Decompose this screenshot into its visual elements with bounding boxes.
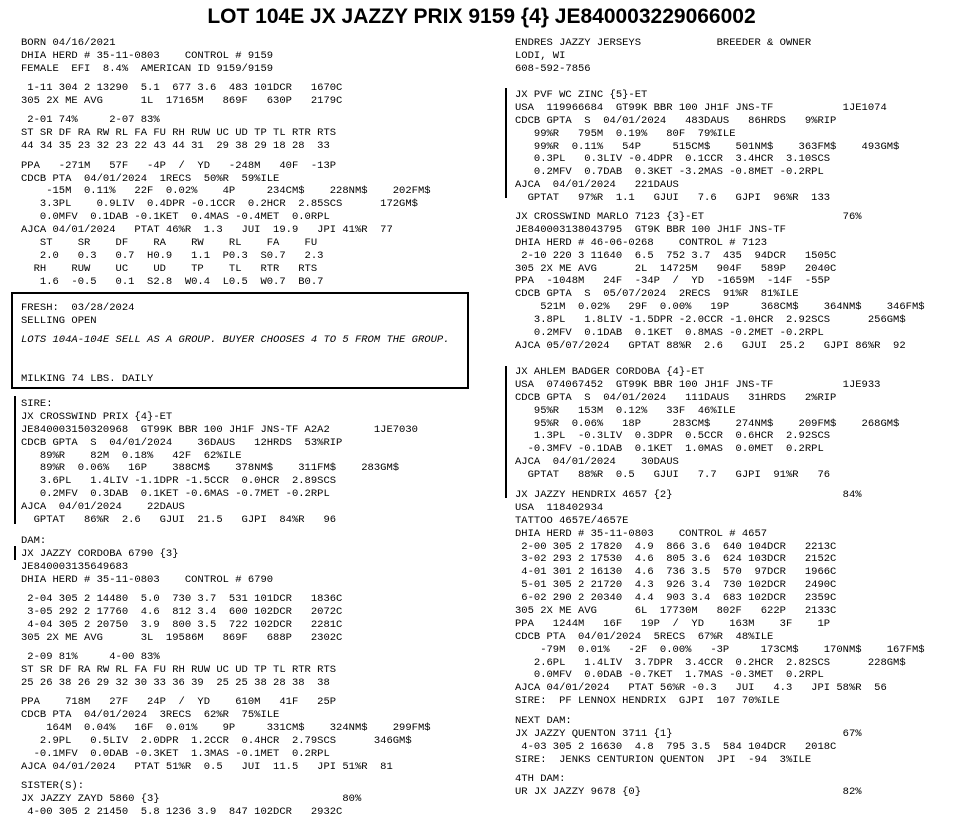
left-top-line: PPA -271M 57F -4P / YD -248M 40F -13P xyxy=(21,159,337,172)
dam-dam-line: 5-01 305 2 21720 4.3 926 3.4 730 102DCR 2490C xyxy=(515,579,837,592)
dam-dam-line: 3-02 293 2 17530 4.6 805 3.6 624 103DCR 2152C xyxy=(515,553,837,566)
next-dam-record xyxy=(515,715,862,767)
dam-dam-line: AJCA 04/01/2024 PTAT 56%R -0.3 JUI 4.3 JPI 58%R 56 xyxy=(515,682,887,695)
sire-line: JX CROSSWIND PRIX {4}-ET xyxy=(21,410,173,423)
dam-sire-line: 95%R 153M 0.12% 33F 46%ILE xyxy=(515,404,736,417)
left-top-line: 305 2X ME AVG 1L 17165M 869F 630P 2179C xyxy=(21,95,343,108)
group-sale-note: LOTS 104A-104E SELL AS A GROUP. BUYER CHOOSES 4 TO 5 FROM THE GROUP. xyxy=(21,334,450,346)
fourth-dam-line: 4TH DAM: xyxy=(515,773,566,785)
sire-dam-line: CDCB GPTA S 05/07/2024 2RECS 91%R 81%ILE xyxy=(515,288,799,301)
dam-line: -0.1MFV 0.0DAB -0.3KET 1.3MAS -0.1MET 0.2RPL xyxy=(21,747,330,760)
sire-dam-line: PPA -1048M 24F -34P / YD -1659M -14F -55P xyxy=(515,275,831,288)
left-top-line: CDCB PTA 04/01/2024 1RECS 50%R 59%ILE xyxy=(21,172,280,185)
dam-sire-line: 95%R 0.06% 18P 283CM$ 274NM$ 209FM$ 268GM$ xyxy=(515,417,900,430)
dam-sire-line: AJCA 04/01/2024 30DAUS xyxy=(515,456,679,469)
left-top-line: 2-01 74% 2-07 83% xyxy=(21,114,160,127)
sire-sire-record xyxy=(515,89,899,205)
dam-dam-line: 2-00 305 2 17820 4.9 866 3.6 640 104DCR 2213C xyxy=(515,540,837,553)
fresh-info-box xyxy=(11,292,469,389)
animal-record xyxy=(21,37,431,289)
left-top-line: ST SR DF RA RW RL FA FU xyxy=(21,236,318,249)
dam-line: 2-09 81% 4-00 83% xyxy=(21,651,160,664)
dam-line: AJCA 04/01/2024 PTAT 51%R 0.5 JUI 11.5 JPI 51%R 81 xyxy=(21,760,393,773)
sire-dam-line: JX CROSSWIND MARLO 7123 {3}-ET 76% xyxy=(515,211,862,223)
sire-line: CDCB GPTA S 04/01/2024 36DAUS 12HRDS 53%RIP xyxy=(21,436,343,449)
dam-dam-line: USA 118402934 xyxy=(515,501,604,514)
sire-dam-line: 305 2X ME AVG 2L 14725M 904F 589P 2040C xyxy=(515,262,837,275)
sire-sire-line: GPTAT 97%R 1.1 GJUI 7.6 GJPI 96%R 133 xyxy=(515,192,831,205)
dam-dam-line: 4-01 301 2 16130 4.6 736 3.5 570 97DCR 1966C xyxy=(515,566,837,579)
dam-dam-line: 2.6PL 1.4LIV 3.7DPR 3.4CCR 0.2HCR 2.82SCS 228GM$ xyxy=(515,656,906,669)
dam-sire-line: 1.3PL -0.3LIV 0.3DPR 0.5CCR 0.6HCR 2.92SCS xyxy=(515,430,831,443)
sire-line: 89%R 82M 0.18% 42F 62%ILE xyxy=(21,449,242,462)
dam-line: PPA 718M 27F 24P / YD 610M 41F 25P xyxy=(21,696,337,709)
dam-line: 2-04 305 2 14480 5.0 730 3.7 531 101DCR 1836C xyxy=(21,593,343,606)
left-top-line: FEMALE EFI 8.4% AMERICAN ID 9159/9159 xyxy=(21,62,274,75)
dam-dam-line: DHIA HERD # 35-11-0803 CONTROL # 4657 xyxy=(515,527,768,540)
sire-dam-line: AJCA 05/07/2024 GPTAT 88%R 2.6 GJUI 25.2 GJPI 86%R 92 xyxy=(515,339,906,352)
dam-dam-line: JX JAZZY HENDRIX 4657 {2} 84% xyxy=(515,489,862,501)
next-dam-line: SIRE: JENKS CENTURION QUENTON JPI -94 3%ILE xyxy=(515,753,812,766)
dam-line: ST SR DF RA RW RL FA FU RH RUW UC UD TP TL RTR RTS xyxy=(21,664,337,677)
sire-sire-line: 0.2MFV 0.7DAB 0.3KET -3.2MAS -0.8MET -0.2RPL xyxy=(515,166,824,179)
dam-divider xyxy=(14,546,16,560)
fourth-dam-line: UR JX JAZZY 9678 {0} 82% xyxy=(515,785,862,798)
sire-line: JE840003150320968 GT99K BBR 100 JH1F JNS-TF A2A2 1JE7030 xyxy=(21,423,418,436)
next-dam-line: NEXT DAM: xyxy=(515,715,572,727)
sire-sire-line: 99%R 0.11% 54P 515CM$ 501NM$ 363FM$ 493GM$ xyxy=(515,140,900,153)
left-top-line: 3.3PL 0.9LIV 0.4DPR -0.1CCR 0.2HCR 2.85SCS 172GM$ xyxy=(21,198,418,211)
sire-divider xyxy=(14,396,16,524)
dam-line: 3-05 292 2 17760 4.6 812 3.4 600 102DCR 2072C xyxy=(21,605,343,618)
dam-dam-line: 305 2X ME AVG 6L 17730M 802F 622P 2133C xyxy=(515,605,837,618)
sire-sire-line: CDCB GPTA S 04/01/2024 483DAUS 86HRDS 9%RIP xyxy=(515,114,837,127)
dam-sire-line: GPTAT 88%R 0.5 GJUI 7.7 GJPI 91%R 76 xyxy=(515,469,831,482)
sire-line: AJCA 04/01/2024 22DAUS xyxy=(21,501,185,514)
dam-dam-line: -79M 0.01% -2F 0.00% -3P 173CM$ 170NM$ 167FM$ xyxy=(515,643,925,656)
sire-record xyxy=(21,398,418,527)
dam-dam-line: 6-02 290 2 20340 4.4 903 3.4 683 102DCR 2359C xyxy=(515,592,837,605)
sire-sire-line: AJCA 04/01/2024 221DAUS xyxy=(515,179,679,192)
left-top-line: 2.0 0.3 0.7 H0.9 1.1 P0.3 S0.7 2.3 xyxy=(21,249,324,262)
dam-sire-line: CDCB GPTA S 04/01/2024 111DAUS 31HRDS 2%RIP xyxy=(515,391,837,404)
sire-dam-line: 2-10 220 3 11640 6.5 752 3.7 435 94DCR 1505C xyxy=(515,249,837,262)
fresh-date: FRESH: 03/28/2024 xyxy=(21,302,135,314)
dam-line: CDCB PTA 04/01/2024 3RECS 62%R 75%ILE xyxy=(21,709,280,722)
sire-dam-line: 3.8PL 1.8LIV -1.5DPR -2.0CCR -1.0HCR 2.92SCS 256GM$ xyxy=(515,314,906,327)
dam-line: 4-04 305 2 20750 3.9 800 3.5 722 102DCR 2281C xyxy=(21,618,343,631)
sire-line: 89%R 0.06% 16P 388CM$ 378NM$ 311FM$ 283GM$ xyxy=(21,462,400,475)
dam-dam-line: PPA 1244M 16F 19P / YD 163M 3F 1P xyxy=(515,617,831,630)
left-top-line: RH RUW UC UD TP TL RTR RTS xyxy=(21,262,318,275)
milking-note: MILKING 74 LBS. DAILY xyxy=(21,373,154,385)
left-top-line: ST SR DF RA RW RL FA FU RH RUW UC UD TP TL RTR RTS xyxy=(21,127,337,140)
sire-dam-line: 0.2MFV 0.1DAB 0.1KET 0.8MAS -0.2MET -0.2RPL xyxy=(515,327,824,340)
next-dam-line: JX JAZZY QUENTON 3711 {1} 67% xyxy=(515,727,862,740)
dam-line: JE840003135649683 xyxy=(21,560,129,573)
sire-line: 0.2MFV 0.3DAB 0.1KET -0.6MAS -0.7MET -0.2RPL xyxy=(21,488,330,501)
dam-record xyxy=(21,535,431,819)
breeder-line: LODI, WI xyxy=(515,49,566,62)
left-top-line: AJCA 04/01/2024 PTAT 46%R 1.3 JUI 19.9 JPI 41%R 77 xyxy=(21,224,393,237)
dam-dam-line: CDCB PTA 04/01/2024 5RECS 67%R 48%ILE xyxy=(515,630,774,643)
left-top-line: DHIA HERD # 35-11-0803 CONTROL # 9159 xyxy=(21,49,274,62)
page-title: LOT 104E JX JAZZY PRIX 9159 {4} JE840003229066002 xyxy=(207,5,756,28)
dam-dam-line: TATTOO 4657E/4657E xyxy=(515,514,629,527)
dam-line: DAM: xyxy=(21,535,47,547)
breeder-info xyxy=(515,37,811,76)
dam-dam-line: 0.0MFV 0.0DAB -0.7KET 1.7MAS -0.3MET 0.2RPL xyxy=(515,669,824,682)
dam-line: 164M 0.04% 16F 0.01% 9P 331CM$ 324NM$ 299FM$ xyxy=(21,722,431,735)
left-top-line: 44 34 35 23 32 23 22 43 44 31 29 38 29 18 28 33 xyxy=(21,140,330,153)
dam-line: SISTER(S): xyxy=(21,780,85,793)
sire-sire-line: USA 119966684 GT99K BBR 100 JH1F JNS-TF 1JE1074 xyxy=(515,101,887,114)
sire-dam-line: JE840003138043795 GT9K BBR 100 JH1F JNS-TF xyxy=(515,223,786,236)
fourth-dam-record xyxy=(515,773,862,799)
dam-line: 305 2X ME AVG 3L 19586M 869F 688P 2302C xyxy=(21,631,343,644)
dam-line: JX JAZZY CORDOBA 6790 {3} xyxy=(21,547,179,560)
dam-line: 25 26 38 26 29 32 30 33 36 39 25 25 38 28 38 38 xyxy=(21,676,330,689)
sire-sire-line: JX PVF WC ZINC {5}-ET xyxy=(515,89,648,101)
dam-dam-line: SIRE: PF LENNOX HENDRIX GJPI 107 70%ILE xyxy=(515,695,780,708)
dam-line: JX JAZZY ZAYD 5860 {3} 80% xyxy=(21,793,362,806)
sire-line: 3.6PL 1.4LIV -1.1DPR -1.5CCR 0.0HCR 2.89SCS xyxy=(21,475,337,488)
left-top-line: BORN 04/16/2021 xyxy=(21,37,116,49)
dam-sire-line: USA 074067452 GT99K BBR 100 JH1F JNS-TF 1JE933 xyxy=(515,378,881,391)
left-top-line: -15M 0.11% 22F 0.02% 4P 234CM$ 228NM$ 202FM$ xyxy=(21,185,431,198)
sire-line: SIRE: xyxy=(21,398,53,410)
dam-dam-record xyxy=(515,489,925,708)
dam-line: 2.9PL 0.5LIV 2.0DPR 1.2CCR 0.4HCR 2.79SCS 346GM$ xyxy=(21,734,412,747)
sire-dam-line: DHIA HERD # 46-06-0268 CONTROL # 7123 xyxy=(515,236,768,249)
breeder-line: 608-592-7856 xyxy=(515,62,591,75)
left-top-line: 1.6 -0.5 0.1 S2.8 W0.4 L0.5 W0.7 B0.7 xyxy=(21,275,324,288)
dam-line: DHIA HERD # 35-11-0803 CONTROL # 6790 xyxy=(21,573,274,586)
breeder-line: ENDRES JAZZY JERSEYS BREEDER & OWNER xyxy=(515,37,812,49)
dam-sire-line: -0.3MFV -0.1DAB 0.1KET 1.0MAS 0.0MET 0.2RPL xyxy=(515,443,824,456)
dam-sire-record xyxy=(515,366,899,482)
dam-line: 4-00 305 2 21450 5.8 1236 3.9 847 102DCR 2932C xyxy=(21,805,343,818)
sire-sire-line: 99%R 795M 0.19% 80F 79%ILE xyxy=(515,127,736,140)
sire-sire-line: 0.3PL 0.3LIV -0.4DPR 0.1CCR 3.4HCR 3.10SCS xyxy=(515,153,831,166)
sire-line: GPTAT 86%R 2.6 GJUI 21.5 GJPI 84%R 96 xyxy=(21,514,337,527)
dam-sire-line: JX AHLEM BADGER CORDOBA {4}-ET xyxy=(515,366,705,378)
sire-dam-record xyxy=(515,211,925,353)
sire-sire-divider xyxy=(505,88,507,198)
sire-dam-line: 521M 0.02% 29F 0.00% 19P 368CM$ 364NM$ 346FM$ xyxy=(515,301,925,314)
left-top-line: 1-11 304 2 13290 5.1 677 3.6 483 101DCR 1670C xyxy=(21,82,343,95)
dam-sire-divider xyxy=(505,366,507,498)
selling-status: SELLING OPEN xyxy=(21,315,97,327)
next-dam-line: 4-03 305 2 16630 4.8 795 3.5 584 104DCR 2018C xyxy=(515,740,837,753)
left-top-line: 0.0MFV 0.1DAB -0.1KET 0.4MAS -0.4MET 0.0RPL xyxy=(21,211,330,224)
